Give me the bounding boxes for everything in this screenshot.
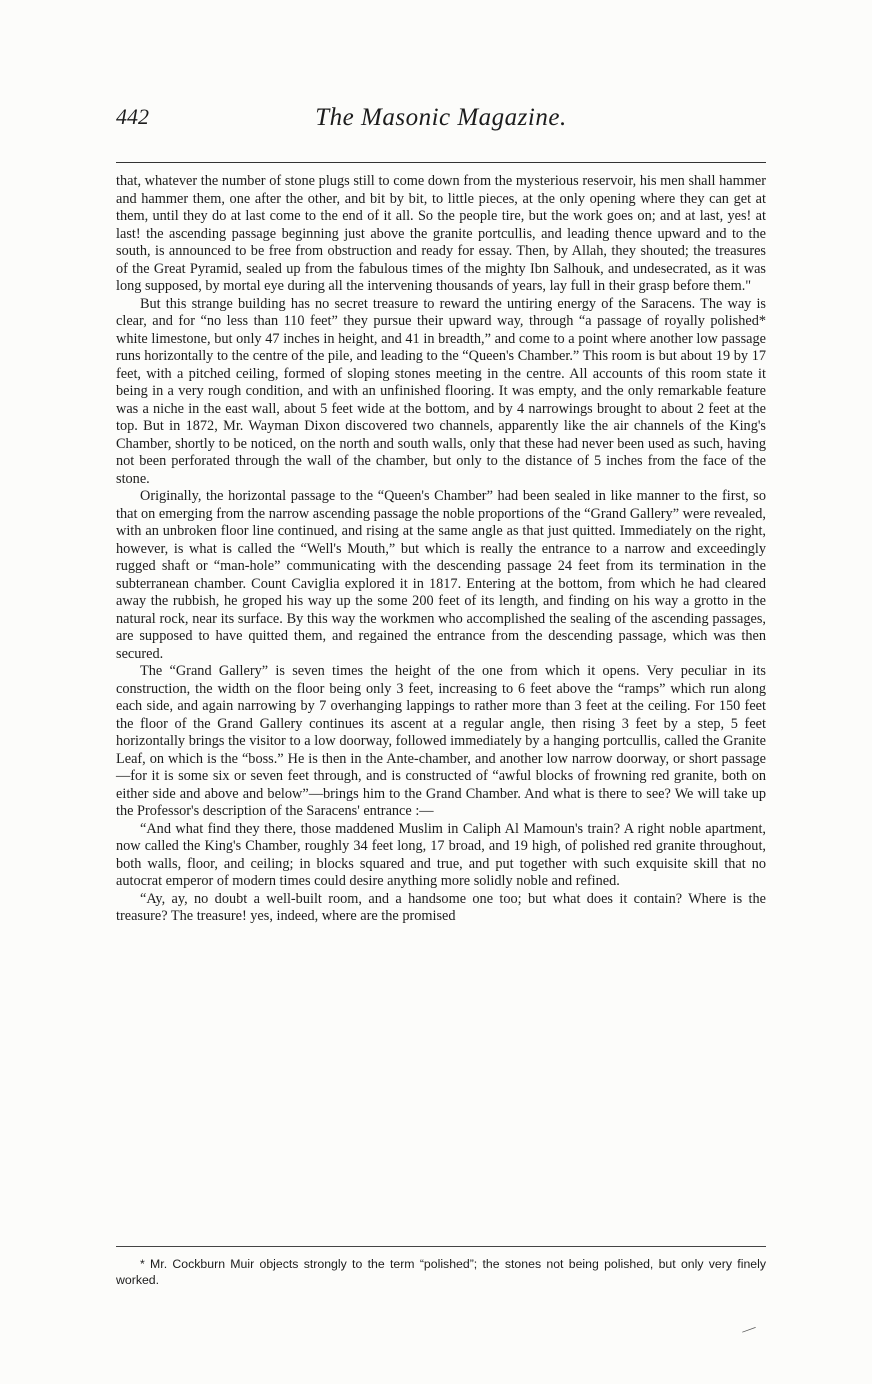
footnote-rule [116,1246,766,1247]
page-number: 442 [116,104,149,129]
paragraph: that, whatever the number of stone plugs still to come down from the mysterious reservoir, his men shall hammer and hammer them, one after the other, and bit by bit, to little pieces, at the only opening where they can get at them, until they do at last come to the end of it all. So the people tire, but the work goes on; and at last, yes! at last! the ascending passage beginning just above the granite portcullis, and leading thence upward and to the south, is announced to be free from obstruction and ready for essay. Then, by Allah, they shouted; the treasures of the Great Pyramid, sealed up from the fabulous times of the mighty Ibn Salhouk, and undesecrated, as it was long supposed, by mortal eye during all the intervening thousands of years, lay full in their grasp before them." [116,173,766,294]
paragraph: “Ay, ay, no doubt a well-built room, and a handsome one too; but what does it contain? Where is the treasure? The treasure! yes, indeed, where are the promised [116,890,766,924]
header-rule [116,162,766,163]
page-header [116,104,766,144]
paragraph: But this strange building has no secret treasure to reward the untiring energy of the Saracens. The way is clear, and for “no less than 110 feet” they pursue their upward way, through “a passage of royally polished* white limestone, but only 47 inches in height, and 41 in breadth,” and come to a point where another low passage runs horizontally to the centre of the pile, and leading to the “Queen's Chamber.” This room is but about 19 by 17 feet, with a pitched ceiling, formed of sloping stones meeting in the centre. All accounts of this room state it being in a very rough condition, and with an unfinished flooring. It was empty, and the only remarkable feature was a niche in the east wall, about 5 feet wide at the bottom, and by 4 narrowings brought to about 2 feet at the top. But in 1872, Mr. Wayman Dixon discovered two channels, apparently like the air channels of the King's Chamber, shortly to be noticed, on the north and south walls, only that these had never been used as such, having not been perforated through the wall of the chamber, but only to the distance of 5 inches from the face of the stone. [116,295,766,487]
paragraph: Originally, the horizontal passage to the “Queen's Chamber” had been sealed in like manner to the first, so that on emerging from the narrow ascending passage the noble proportions of the “Grand Gallery” were revealed, with an unbroken floor line continued, and rising at the same angle as that just quitted. Immediately on the right, however, is what is called the “Well's Mouth,” but which is really the entrance to a narrow and exceedingly rugged shaft or “man-hole” communicating with the descending passage 24 feet from its termination in the subterranean chamber. Count Caviglia explored it in 1817. Entering at the bottom, from which he had cleared away the rubbish, he groped his way up the some 200 feet of its length, and finding on his way a grotto in the natural rock, near its surface. By this way the workmen who accomplished the sealing of the ascending passages, are supposed to have quitted them, and regained the entrance from the descending passage, which was then secured. [116,488,766,662]
footnote [116,1256,766,1288]
paragraph: The “Grand Gallery” is seven times the height of the one from which it opens. Very peculiar in its construction, the width on the floor being only 3 feet, increasing to 6 feet above the “ramps” which run along each side, and again narrowing by 7 overhanging lappings to rather more than 3 feet at the ceiling. For 150 feet the floor of the Grand Gallery continues its ascent at a regular angle, then rising 3 feet by a step, 5 feet horizontally brings the visitor to a low doorway, followed immediately by a hanging portcullis, called the Granite Leaf, on which is the “boss.” He is then in the Ante-chamber, and another low narrow doorway, or short passage—for it is some six or seven feet through, and is constructed of “awful blocks of frowning red granite, both on either side and above and below”—brings him to the Grand Chamber. And what is there to see? We will take up the Professor's description of the Saracens' entrance :— [116,663,766,819]
footnote-text: * Mr. Cockburn Muir objects strongly to the term “polished”; the stones not being polished, but only very finely worked. [116,1257,766,1287]
running-title: The Masonic Magazine. [315,104,567,131]
paragraph: “And what find they there, those maddened Muslim in Caliph Al Mamoun's train? A right noble apartment, now called the King's Chamber, roughly 34 feet long, 17 broad, and 19 high, of polished red granite throughout, both walls, floor, and ceiling; in blocks squared and true, and put together with such exquisite skill that no autocrat emperor of modern times could desire anything more solidly noble and refined. [116,820,766,889]
printer-mark: — [739,1320,758,1339]
article-body [116,173,766,926]
